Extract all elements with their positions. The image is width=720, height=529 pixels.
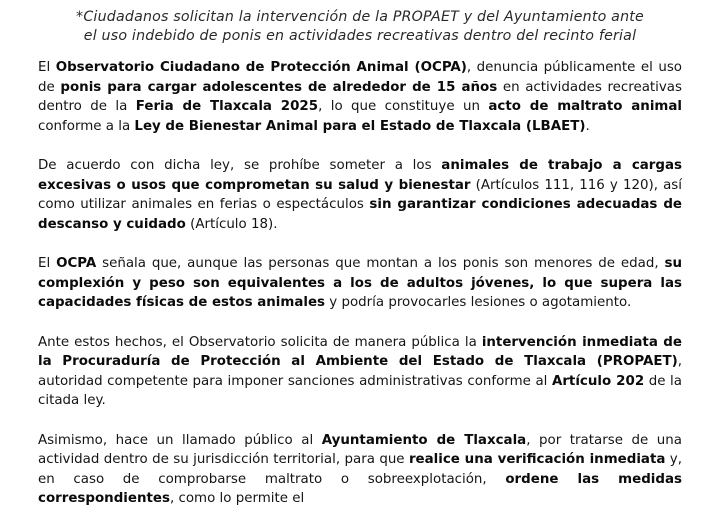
text: , como lo permite el xyxy=(169,491,305,506)
bold-text: intervención inmediata de la Procuraduría de Protección al Ambiente del Estado de Tlaxcala (PROPAET) xyxy=(38,334,682,369)
bold-text: OCPA xyxy=(56,256,97,271)
text: , denuncia públicamente el uso de xyxy=(38,60,683,95)
document-subtitle xyxy=(0,8,720,46)
paragraph-denuncia xyxy=(38,58,682,136)
text: en actividades recreativas dentro de la xyxy=(38,79,682,114)
bold-text: Feria de Tlaxcala 2025 xyxy=(135,99,319,114)
text: de la citada ley. xyxy=(38,373,682,408)
bold-text: ordene las medidas correspondientes xyxy=(38,471,682,506)
text: y, en caso de comprobarse maltrato o sobreexplotación, xyxy=(38,452,682,487)
text: conforme a la xyxy=(38,118,135,134)
bold-text: acto de maltrato animal xyxy=(488,99,682,114)
paragraph-ayuntamiento xyxy=(38,431,682,509)
bold-text: ponis para cargar adolescentes de alrededor de 15 años xyxy=(60,79,498,95)
bold-text: Artículo 202 xyxy=(551,373,645,389)
bold-text: Ayuntamiento de Tlaxcala xyxy=(321,432,527,448)
subtitle-line-1: *Ciudadanos solicitan la intervención de la PROPAET y del Ayuntamiento ante xyxy=(76,9,644,25)
text: Asimismo, hace un llamado público al xyxy=(38,432,322,448)
text: . xyxy=(585,118,590,134)
text: , lo que constituye un xyxy=(318,99,489,114)
bold-text: animales de trabajo a cargas excesivas o usos que comprometan su salud y bienestar xyxy=(38,158,683,193)
paragraph-ley xyxy=(38,156,682,234)
text: señala que, aunque las personas que montan a los ponis son menores de edad, xyxy=(96,256,665,271)
text: , por tratarse de una actividad dentro de su jurisdicción territorial, para que xyxy=(38,432,682,467)
text: y podría provocarles lesiones o agotamiento. xyxy=(325,295,632,310)
text: El xyxy=(38,256,57,271)
text: Ante estos hechos, el Observatorio solicita de manera pública la xyxy=(38,334,482,350)
paragraph-ocpa xyxy=(38,254,682,313)
bold-text: sin garantizar condiciones adecuadas de descanso y cuidado xyxy=(38,197,682,232)
bold-text: Observatorio Ciudadano de Protección Animal (OCPA) xyxy=(55,60,467,75)
bold-text: su complexión y peso son equivalentes a los de adultos jóvenes, lo que supera las capacidades físicas de estos animales xyxy=(38,256,682,310)
bold-text: Ley de Bienestar Animal para el Estado de Tlaxcala (LBAET) xyxy=(134,118,586,134)
text: El xyxy=(38,60,56,75)
text: , autoridad competente para imponer sanciones administrativas conforme al xyxy=(38,354,682,389)
subtitle-line-2: el uso indebido de ponis en actividades recreativas dentro del recinto ferial xyxy=(83,28,637,44)
bold-text: realice una verificación inmediata xyxy=(408,452,666,467)
paragraph-propaet xyxy=(38,333,682,411)
document-body xyxy=(38,58,682,529)
text: (Artículos 111, 116 y 120), así como utilizar animales en ferias o espectáculos xyxy=(38,177,682,212)
text: De acuerdo con dicha ley, se prohíbe someter a los xyxy=(38,158,442,173)
text: (Artículo 18). xyxy=(185,216,278,232)
